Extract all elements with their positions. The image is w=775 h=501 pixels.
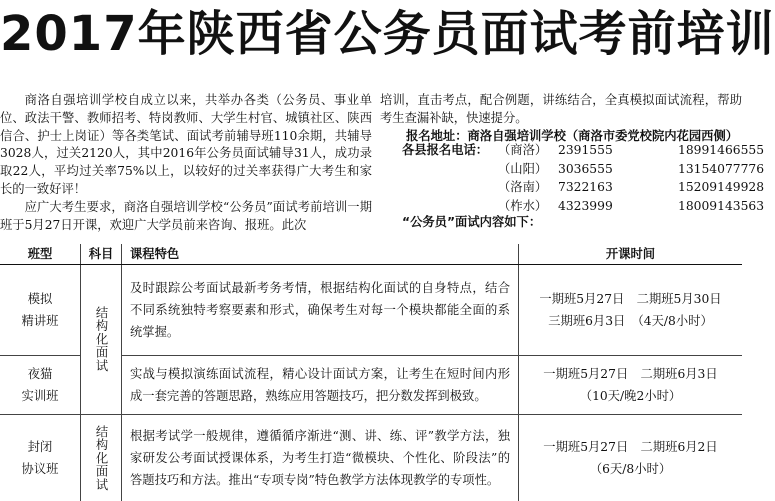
address-text: 商洛自强培训学校（商洛市委党校院内花园西侧） [468, 129, 739, 143]
time-line1: 一期班5月27日 二期班5月30日 [519, 288, 742, 310]
phone-mobile: 18009143563 [678, 197, 764, 216]
table-row [0, 415, 742, 501]
header-class-type: 班型 [0, 244, 81, 265]
time-cell [519, 356, 743, 415]
phone-area: （柞水） [498, 197, 558, 216]
course-table [0, 244, 742, 501]
content-label: “公务员”面试内容如下： [402, 212, 541, 230]
phone-mobile: 18991466555 [678, 141, 764, 160]
feature-cell [122, 356, 519, 415]
table-header-row [0, 244, 742, 265]
feature-cell [122, 265, 519, 356]
feature-text: 根据考试学一般规律，遵循循序渐进“测、讲、练、评”教学方法，独家研发公考面试授课体系，为考生打造“微模块、个性化、阶段法”的答题技巧和方法。推出“专项专岗”特色教学方法体现教学的专项性。 [130, 425, 510, 491]
feature-text: 及时跟踪公考面试最新考务考情，根据结构化面试的自身特点，结合不同系统独特考察要素和形式，确保考生对每一个模块都能全面的系统掌握。 [130, 277, 510, 343]
table-row [0, 265, 742, 356]
phone-area: （山阳） [498, 160, 558, 179]
time-line2: （6天/8小时） [519, 458, 742, 480]
phone-area: （洛南） [498, 178, 558, 197]
intro-paragraph-3: 培训，直击考点，配合例题，讲练结合，全真模拟面试流程，帮助考生查漏补缺，快速提分。 [380, 92, 742, 128]
class-name-line1: 夜猫 [0, 363, 80, 385]
address-label: 报名地址： [406, 129, 468, 143]
class-name-line2: 精讲班 [0, 310, 80, 332]
phone-tel: 2391555 [558, 141, 678, 160]
subject-cell [81, 415, 122, 501]
header-subject: 科目 [81, 244, 122, 265]
phone-tel: 4323999 [558, 197, 678, 216]
class-name-line2: 实训班 [0, 385, 80, 407]
time-cell [519, 415, 743, 501]
class-name-cell [0, 265, 81, 356]
phone-label: 各县报名电话： [402, 141, 488, 160]
class-name-cell [0, 415, 81, 501]
class-name-cell [0, 356, 81, 415]
phone-mobile: 15209149928 [678, 178, 764, 197]
intro-right-column [380, 92, 742, 145]
intro-left-column [0, 92, 372, 234]
header-features: 课程特色 [122, 244, 519, 265]
subject-text: 结构化面试 [92, 425, 110, 492]
time-line2: 三期班6月3日 （4天/8小时） [519, 310, 742, 332]
class-name-line1: 封闭 [0, 436, 80, 458]
phone-row [498, 160, 764, 179]
phone-row [498, 141, 764, 160]
intro-paragraph-1: 商洛自强培训学校自成立以来，共举办各类（公务员、事业单位、政法干警、教师招考、特岗教师、大学生村官、城镇社区、陕西信合、护士上岗证）等各类笔试、面试考前辅导班110余期，共辅导3028人，过关2120人，其中2016年公务员面试辅导31人，成功录取22人，平均过关率75%以上，以较好的过关率获得广大考生和家长的一致好评！ [0, 92, 372, 199]
time-line2: （10天/晚2小时） [519, 385, 742, 407]
intro-paragraph-2: 应广大考生要求，商洛自强培训学校“公务员”面试考前培训一期班于5月27日开课，欢迎广大学员前来咨询、报班。此次 [0, 199, 372, 235]
header-start-time: 开课时间 [519, 244, 743, 265]
class-name-line1: 模拟 [0, 288, 80, 310]
headline: 2017年陕西省公务员面试考前培训 [0, 2, 742, 66]
feature-text: 实战与模拟演练面试流程，精心设计面试方案，让考生在短时间内形成一套完善的答题思路，熟练应用答题技巧，把分数发挥到极致。 [130, 363, 510, 407]
phone-tel: 3036555 [558, 160, 678, 179]
feature-cell [122, 415, 519, 501]
time-line1: 一期班5月27日 二期班6月2日 [519, 436, 742, 458]
phone-row [498, 178, 764, 197]
phone-tel: 7322163 [558, 178, 678, 197]
class-name-line2: 协议班 [0, 458, 80, 480]
phone-area: （商洛） [498, 141, 558, 160]
time-line1: 一期班5月27日 二期班6月3日 [519, 363, 742, 385]
subject-cell [81, 265, 122, 415]
time-cell [519, 265, 743, 356]
subject-text: 结构化面试 [92, 306, 110, 373]
phone-mobile: 13154077776 [678, 160, 764, 179]
